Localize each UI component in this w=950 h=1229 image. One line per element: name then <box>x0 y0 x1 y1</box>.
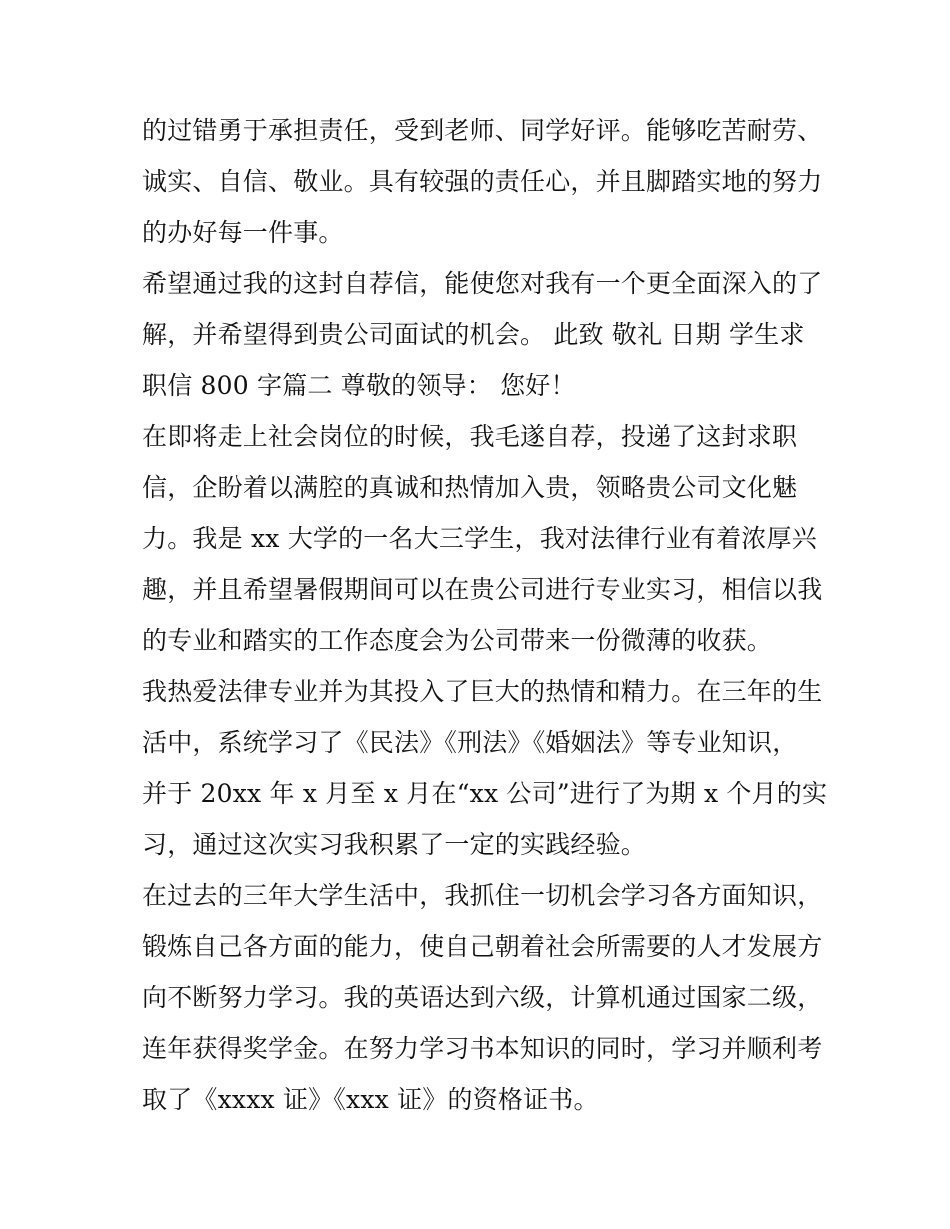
text-line: 的办好每一件事。 <box>142 218 344 247</box>
text-line: 向不断努力学习。我的英语达到六级，计算机通过国家二级， <box>142 983 823 1012</box>
text-line: 趣，并且希望暑假期间可以在贵公司进行专业实习，相信以我 <box>142 575 823 604</box>
text-line: 锻炼自己各方面的能力，使自己朝着社会所需要的人才发展方 <box>142 932 823 961</box>
text-line: 希望通过我的这封自荐信，能使您对我有一个更全面深入的了 <box>142 269 823 298</box>
text-line: 信，企盼着以满腔的真诚和热情加入贵，领略贵公司文化魅 <box>142 473 798 502</box>
text-line: 在过去的三年大学生活中，我抓住一切机会学习各方面知识， <box>142 881 823 910</box>
text-line: 诚实、自信、敬业。具有较强的责任心，并且脚踏实地的努力 <box>142 167 823 196</box>
text-line: 解，并希望得到贵公司面试的机会。 此致 敬礼 日期 学生求 <box>142 320 805 349</box>
text-line: 取了《xxxx 证》《xxx 证》的资格证书。 <box>142 1085 599 1114</box>
text-line: 职信 800 字篇二 尊敬的领导： 您好！ <box>142 371 576 400</box>
text-line: 并于 20xx 年 x 月至 x 月在“xx 公司”进行了为期 x 个月的实 <box>142 779 828 808</box>
document-body <box>142 105 828 1125</box>
text-line: 的过错勇于承担责任，受到老师、同学好评。能够吃苦耐劳、 <box>142 116 823 145</box>
text-line: 力。我是 xx 大学的一名大三学生，我对法律行业有着浓厚兴 <box>142 524 817 553</box>
text-line: 的专业和踏实的工作态度会为公司带来一份微薄的收获。 <box>142 626 773 655</box>
text-line: 连年获得奖学金。在努力学习书本知识的同时，学习并顺利考 <box>142 1034 823 1063</box>
text-line: 活中，系统学习了《民法》《刑法》《婚姻法》等专业知识， <box>142 728 798 757</box>
text-line: 我热爱法律专业并为其投入了巨大的热情和精力。在三年的生 <box>142 677 823 706</box>
text-line: 习，通过这次实习我积累了一定的实践经验。 <box>142 830 647 859</box>
text-line: 在即将走上社会岗位的时候，我毛遂自荐，投递了这封求职 <box>142 422 798 451</box>
